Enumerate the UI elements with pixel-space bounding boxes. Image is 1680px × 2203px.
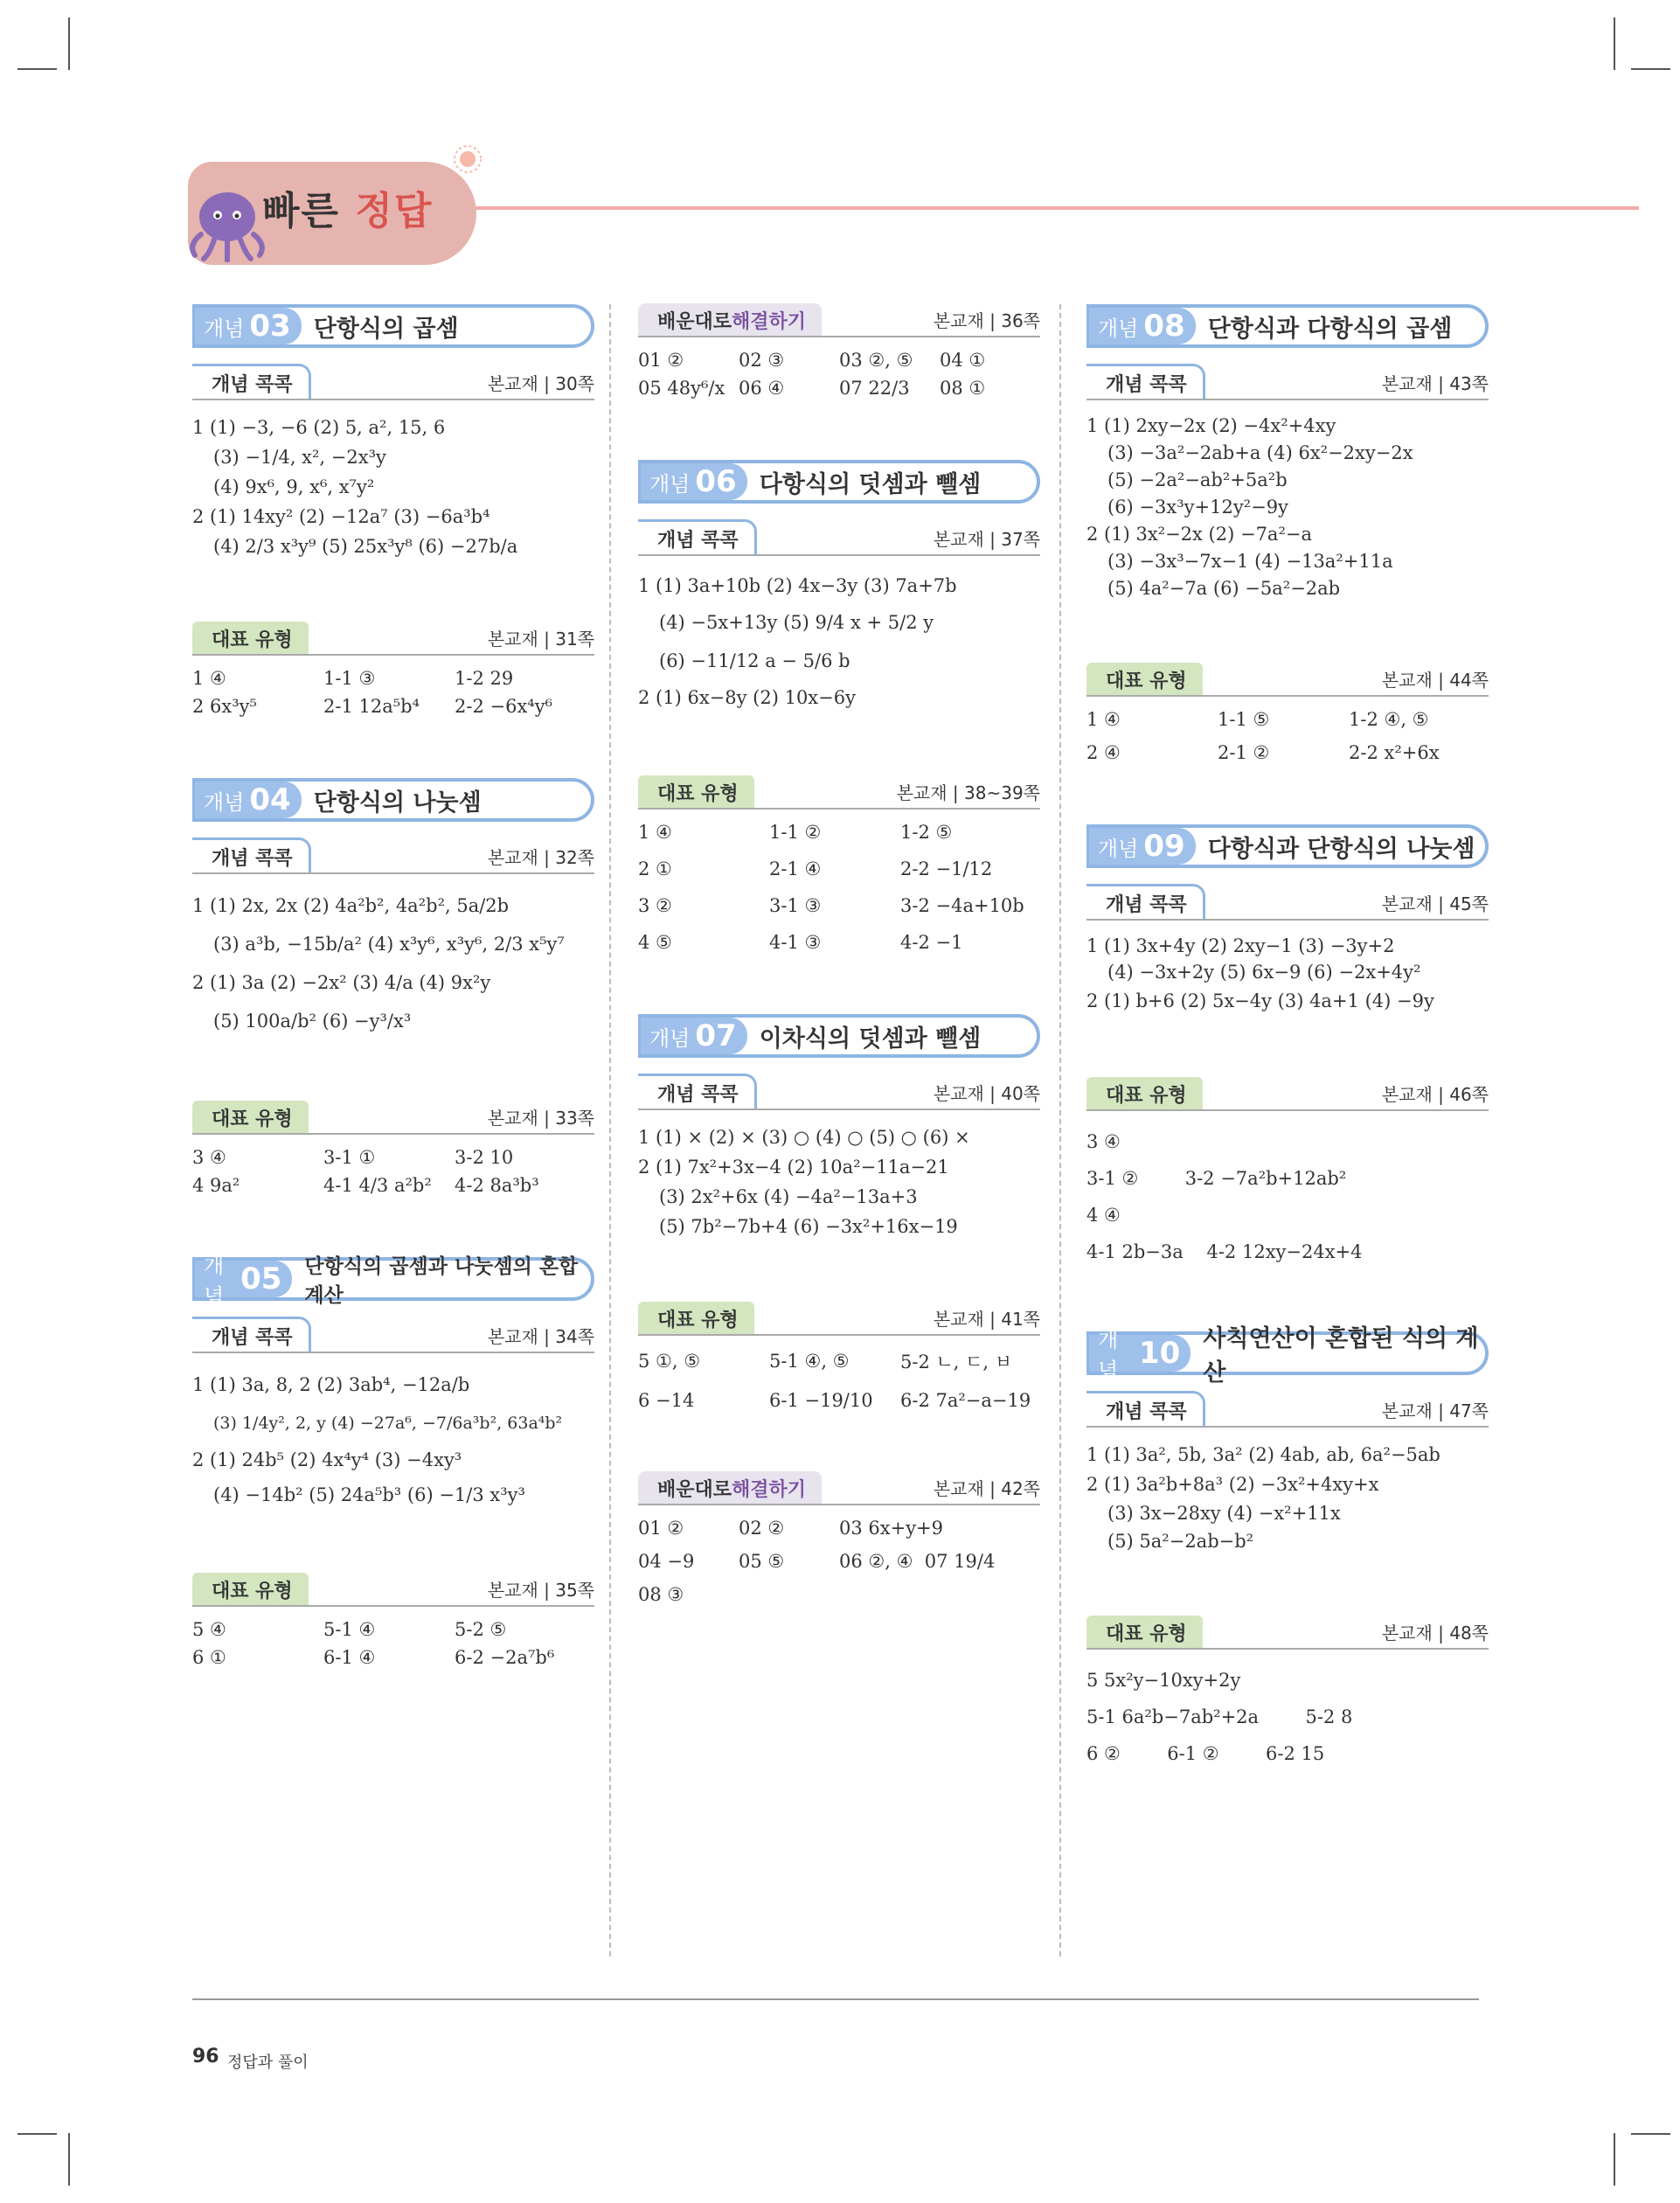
concept-check-header: 개념 콕콕 본교재 | 32쪽 [192,841,594,874]
answer-line: (6) −3x³y+12y²−9y [1107,497,1288,518]
answer-item: 1-1 ③ [323,668,376,689]
answer-item: 08 ① [940,378,986,399]
column-2 [638,304,1040,1605]
answer-item: 6 −14 [638,1390,695,1411]
answer-item: 3-2 10 [455,1147,514,1168]
crop-mark [17,68,57,70]
answer-item: 6-1 −19/10 [769,1390,873,1411]
answer-line: (3) a³b, −15b/a² (4) x³y⁶, x³y⁶, 2/3 x⁵y⁷ [213,934,565,955]
answer-item: 1 ④ [1086,709,1121,730]
concept-05-header: 개념 05 단항식의 곱셈과 나눗셈의 혼합 계산 [192,1257,594,1301]
answer-item: 1-1 ⑤ [1218,709,1270,730]
answer-item: 4 ⑤ [638,932,672,953]
answer-grid [638,1348,1040,1411]
answer-item: 05 48y⁶/x [638,378,725,399]
answer-line: 5-1 6a²b−7ab²+2a 5-2 8 [1086,1706,1353,1727]
column-3 [1086,304,1489,1772]
concept-check-header: 개념 콕콕 본교재 | 43쪽 [1086,367,1489,400]
footer-label: 정답과 풀이 [227,2054,309,2072]
concept-09-header: 개념 09 다항식과 단항식의 나눗셈 [1086,824,1489,868]
answer-item: 04 ① [940,350,986,371]
answer-item: 5 ④ [192,1619,226,1640]
answer-item: 02 ② [739,1518,785,1539]
concept-check-header: 개념 콕콕 본교재 | 30쪽 [192,367,594,400]
concept-10-header: 개념 10 사칙연산이 혼합된 식의 계산 [1086,1331,1489,1375]
answer-item: 08 ③ [638,1584,684,1605]
answer-item: 07 22/3 [839,378,910,399]
answer-item: 3-2 −4a+10b [900,895,1024,916]
crop-mark [1614,17,1615,70]
answer-item: 2 ④ [1086,742,1121,763]
concept-check-header: 개념 콕콕 본교재 | 34쪽 [192,1320,594,1353]
answer-item: 2 6x³y⁵ [192,696,257,717]
answer-line: 2 (1) 24b⁵ (2) 4x⁴y⁴ (3) −4xy³ [192,1449,462,1470]
answer-item: 6-2 7a²−a−19 [900,1390,1031,1411]
answer-line: 1 (1) −3, −6 (2) 5, a², 15, 6 [192,417,446,438]
concept-check-header: 개념 콕콕 본교재 | 37쪽 [638,523,1040,556]
concept-06-header: 개념 06 다항식의 덧셈과 뺄셈 [638,460,1040,504]
answer-line: (3) −3a²−2ab+a (4) 6x²−2xy−2x [1107,442,1413,463]
answer-item: 1 ④ [192,668,226,689]
answer-item: 5 ①, ⑤ [638,1351,701,1372]
answer-line: (6) −11/12 a − 5/6 b [659,650,850,671]
answer-grid [1086,709,1489,763]
crop-mark [1631,68,1670,70]
representative-type-header: 대표 유형 본교재 | 48쪽 [1086,1616,1489,1650]
answer-grid [192,668,594,717]
representative-type-header: 대표 유형 본교재 | 38~39쪽 [638,776,1040,810]
answer-grid [192,1619,594,1668]
review-header: 배운대로해결하기 본교재 | 42쪽 [638,1472,1040,1505]
footer-rule [192,1998,1479,2000]
answer-grid [638,822,1040,953]
answer-item: 3 ② [638,895,672,916]
answer-item: 03 6x+y+9 [839,1518,944,1539]
representative-type-header: 대표 유형 본교재 | 35쪽 [192,1574,594,1607]
answer-item: 5-1 ④, ⑤ [769,1351,850,1372]
answer-item: 04 −9 [638,1551,695,1572]
answer-line: (3) 2x²+6x (4) −4a²−13a+3 [659,1186,918,1207]
answer-line: 2 (1) 7x²+3x−4 (2) 10a²−11a−21 [638,1157,949,1178]
octopus-icon [179,184,275,262]
answer-item: 2-2 x²+6x [1349,742,1440,763]
answer-item: 01 ② [638,1518,684,1539]
header-rule [455,206,1639,210]
answer-line: 1 (1) 2xy−2x (2) −4x²+4xy [1086,415,1336,436]
concept-08-header: 개념 08 단항식과 다항식의 곱셈 [1086,304,1489,348]
answer-line: (4) −5x+13y (5) 9/4 x + 5/2 y [659,612,934,633]
concept-04-header: 개념 04 단항식의 나눗셈 [192,778,594,822]
answer-item: 5-2 ⑤ [455,1619,507,1640]
answer-line: 4 ④ [1086,1205,1121,1226]
answer-line: (4) 9x⁶, 9, x⁶, x⁷y² [213,476,375,497]
answer-line: (5) 100a/b² (6) −y³/x³ [213,1011,412,1032]
answer-item: 2-1 ④ [769,858,822,879]
answer-line: (4) −3x+2y (5) 6x−9 (6) −2x+4y² [1107,962,1421,983]
answer-item: 1-2 ⑤ [900,822,953,843]
answer-item: 6-1 ④ [323,1647,376,1668]
answer-item: 2-1 12a⁵b⁴ [323,696,420,717]
answer-line: 1 (1) 3a+10b (2) 4x−3y (3) 7a+7b [638,575,957,596]
answer-item: 2-1 ② [1218,742,1270,763]
answer-line: (5) 5a²−2ab−b² [1107,1531,1254,1552]
answer-line: 6 ② 6-1 ② 6-2 15 [1086,1743,1325,1764]
answer-item: 05 ⑤ [739,1551,785,1572]
answer-line: 1 (1) 2x, 2x (2) 4a²b², 4a²b², 5a/2b [192,895,510,916]
answer-line: 3 ④ [1086,1131,1121,1152]
answer-item: 1-1 ② [769,822,822,843]
answer-grid [638,1518,1040,1605]
answer-line: (5) 7b²−7b+4 (6) −3x²+16x−19 [659,1216,958,1237]
answer-line: (5) 4a²−7a (6) −5a²−2ab [1107,578,1341,599]
answer-item: 6 ① [192,1647,226,1668]
concept-check-header: 개념 콕콕 본교재 | 47쪽 [1086,1394,1489,1428]
answer-grid [192,1147,594,1196]
answer-item: 1-2 ④, ⑤ [1349,709,1429,730]
representative-type-header: 대표 유형 본교재 | 31쪽 [192,622,594,656]
crop-mark [68,17,70,70]
answer-line: (3) −3x³−7x−1 (4) −13a²+11a [1107,551,1393,572]
concept-03-header: 개념 03 단항식의 곱셈 [192,304,594,348]
column-divider [609,304,611,1956]
answer-item: 4-2 −1 [900,932,963,953]
representative-type-header: 대표 유형 본교재 | 33쪽 [192,1102,594,1135]
answer-line: 1 (1) 3a, 8, 2 (2) 3ab⁴, −12a/b [192,1374,470,1395]
crop-mark [17,2133,57,2135]
answer-item: 02 ③ [739,350,785,371]
answer-line: 1 (1) × (2) × (3) ○ (4) ○ (5) ○ (6) × [638,1127,970,1148]
page-title: 빠른 정답 [262,189,434,233]
column-1 [192,304,594,1668]
answer-line: 2 (1) b+6 (2) 5x−4y (3) 4a+1 (4) −9y [1086,990,1434,1011]
answer-item: 3 ④ [192,1147,226,1168]
answer-line: (3) 3x−28xy (4) −x²+11x [1107,1503,1341,1524]
answer-item: 2-2 −1/12 [900,858,993,879]
answer-line: 3-1 ② 3-2 −7a²b+12ab² [1086,1168,1347,1189]
answer-line: (4) −14b² (5) 24a⁵b³ (6) −1/3 x³y³ [213,1484,525,1505]
answer-line: 2 (1) 6x−8y (2) 10x−6y [638,687,856,708]
answer-item: 3-1 ③ [769,895,822,916]
answer-item: 03 ②, ⑤ [839,350,913,371]
answer-item: 5-2 ㄴ, ㄷ, ㅂ [900,1352,1013,1373]
review-header: 배운대로해결하기 본교재 | 36쪽 [638,304,1040,337]
answer-line: (4) 2/3 x³y⁹ (5) 25x³y⁸ (6) −27b/a [213,536,518,557]
answer-line: 2 (1) 14xy² (2) −12a⁷ (3) −6a³b⁴ [192,506,490,527]
answer-item: 1 ④ [638,822,672,843]
answer-line: 2 (1) 3x²−2x (2) −7a²−a [1086,524,1312,545]
answer-line: 2 (1) 3a (2) −2x² (3) 4/a (4) 9x²y [192,972,491,993]
concept-check-header: 개념 콕콕 본교재 | 45쪽 [1086,887,1489,921]
column-divider [1059,304,1061,1956]
answer-item: 1-2 29 [455,668,514,689]
answer-grid [638,350,1040,399]
answer-item: 5-1 ④ [323,1619,376,1640]
page-number: 96 [192,2046,219,2067]
answer-item: 4-2 8a³b³ [455,1175,539,1196]
answer-line: 4-1 2b−3a 4-2 12xy−24x+4 [1086,1241,1363,1262]
answer-item: 01 ② [638,350,684,371]
answer-item: 3-1 ① [323,1147,376,1168]
crop-mark [1614,2133,1615,2186]
answer-line: (5) −2a²−ab²+5a²b [1107,469,1288,490]
answer-line: (3) −1/4, x², −2x³y [213,447,386,468]
crop-mark [68,2133,70,2186]
answer-line: 5 5x²y−10xy+2y [1086,1670,1241,1691]
concept-check-header: 개념 콕콕 본교재 | 40쪽 [638,1077,1040,1110]
answer-item: 2-2 −6x⁴y⁶ [455,696,552,717]
representative-type-header: 대표 유형 본교재 | 41쪽 [638,1303,1040,1336]
representative-type-header: 대표 유형 본교재 | 46쪽 [1086,1078,1489,1111]
crop-mark [1631,2133,1670,2135]
sun-icon [450,142,485,177]
answer-item: 06 ②, ④ 07 19/4 [839,1551,996,1572]
representative-type-header: 대표 유형 본교재 | 44쪽 [1086,664,1489,697]
answer-item: 4-1 4/3 a²b² [323,1175,432,1196]
answer-item: 4-1 ③ [769,932,822,953]
answer-line: 1 (1) 3a², 5b, 3a² (2) 4ab, ab, 6a²−5ab [1086,1444,1440,1465]
answer-item: 2 ① [638,858,672,879]
answer-line: (3) 1/4y², 2, y (4) −27a⁶, −7/6a³b², 63a⁴b² [213,1414,563,1433]
answer-line: 2 (1) 3a²b+8a³ (2) −3x²+4xy+x [1086,1474,1379,1495]
answer-line: 1 (1) 3x+4y (2) 2xy−1 (3) −3y+2 [1086,935,1395,956]
answer-item: 06 ④ [739,378,785,399]
answer-item: 6-2 −2a⁷b⁶ [455,1647,555,1668]
concept-07-header: 개념 07 이차식의 덧셈과 뺄셈 [638,1014,1040,1058]
answer-item: 4 9a² [192,1175,240,1196]
